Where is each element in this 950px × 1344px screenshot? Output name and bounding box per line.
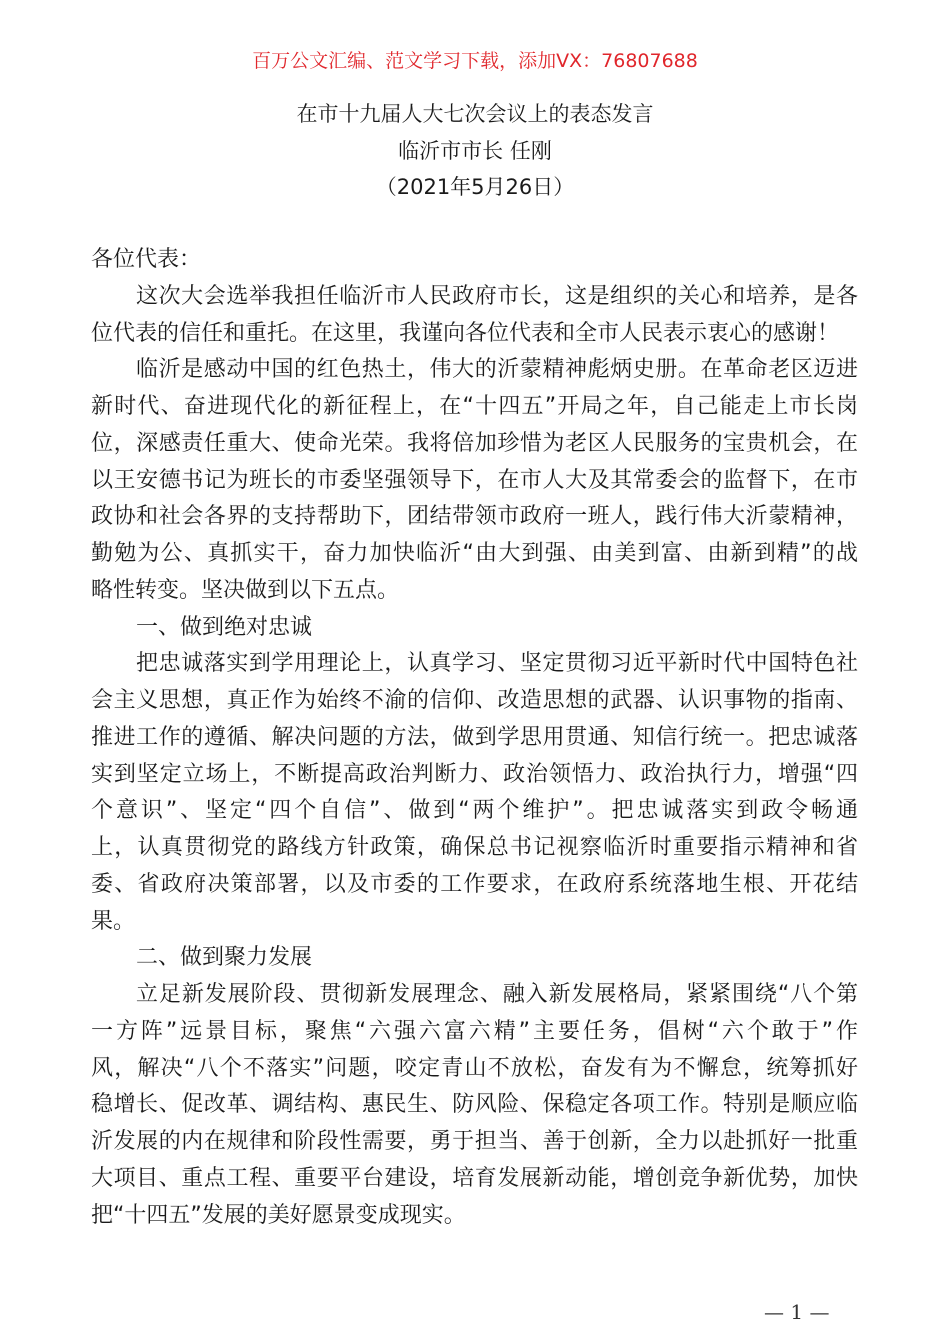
text-line: 一方阵”远景目标，聚焦“六强六富六精”主要任务，倡树“六个敢于”作	[91, 1018, 858, 1044]
paragraph	[91, 940, 858, 977]
text-line: 个意识”、坚定“四个自信”、做到“两个维护”。把忠诚落实到政令畅通	[91, 798, 858, 824]
text-line: 沂发展的内在规律和阶段性需要，勇于担当、善于创新，全力以赴抓好一批重	[91, 1129, 858, 1154]
document-body	[91, 242, 858, 1234]
document-author: 临沂市市长 任刚	[398, 139, 552, 163]
paragraph	[91, 610, 858, 647]
text-line: 临沂是感动中国的红色热土，伟大的沂蒙精神彪炳史册。在革命老区迈进	[136, 357, 858, 383]
text-line: 以王安德书记为班长的市委坚强领导下，在市人大及其常委会的监督下，在市	[91, 467, 858, 493]
paragraph	[91, 352, 858, 609]
document-date: （2021年5月26日）	[375, 175, 575, 199]
text-line: 把忠诚落实到学用理论上，认真学习、坚定贯彻习近平新时代中国特色社	[136, 651, 858, 677]
text-line: 二、做到聚力发展	[136, 945, 313, 971]
text-line: 政协和社会各界的支持帮助下，团结带领市政府一班人，践行伟大沂蒙精神，	[91, 504, 858, 530]
text-line: 风，解决“八个不落实”问题，咬定青山不放松，奋发有为不懈怠，统筹抓好	[91, 1055, 858, 1081]
text-line: 略性转变。坚决做到以下五点。	[91, 577, 400, 603]
text-line: 位，深感责任重大、使命光荣。我将倍加珍惜为老区人民服务的宝贵机会，在	[91, 430, 858, 456]
text-line: 实到坚定立场上，不断提高政治判断力、政治领悟力、政治执行力，增强“四	[91, 761, 858, 787]
watermark-banner: 百万公文汇编、范文学习下载，添加VX：76807688	[252, 50, 698, 72]
paragraph	[91, 646, 858, 940]
text-line: 新时代、奋进现代化的新征程上，在“十四五”开局之年，自己能走上市长岗	[91, 394, 858, 419]
paragraph	[91, 977, 858, 1234]
text-line: 稳增长、促改革、调结构、惠民生、防风险、保稳定各项工作。特别是顺应临	[91, 1092, 858, 1118]
text-line: 一、做到绝对忠诚	[136, 614, 313, 640]
text-line: 大项目、重点工程、重要平台建设，培育发展新动能，增创竞争新优势，加快	[91, 1165, 858, 1191]
text-line: 把“十四五”发展的美好愿景变成现实。	[91, 1202, 466, 1228]
text-line: 勤勉为公、真抓实干，奋力加快临沂“由大到强、由美到富、由新到精”的战	[91, 541, 858, 566]
paragraph	[91, 279, 858, 353]
page-number: — 1 —	[764, 1300, 830, 1324]
text-line: 会主义思想，真正作为始终不渝的信仰、改造思想的武器、认识事物的指南、	[91, 688, 858, 713]
text-line: 各位代表：	[91, 247, 202, 272]
text-line: 委、省政府决策部署，以及市委的工作要求，在政府系统落地生根、开花结	[91, 871, 858, 897]
document-title: 在市十九届人大七次会议上的表态发言	[296, 102, 654, 126]
text-line: 这次大会选举我担任临沂市人民政府市长，这是组织的关心和培养，是各	[136, 283, 858, 309]
text-line: 果。	[91, 908, 136, 934]
text-line: 上，认真贯彻党的路线方针政策，确保总书记视察临沂时重要指示精神和省	[91, 835, 858, 860]
text-line: 立足新发展阶段、贯彻新发展理念、融入新发展格局，紧紧围绕“八个第	[136, 982, 858, 1007]
text-line: 位代表的信任和重托。在这里，我谨向各位代表和全市人民表示衷心的感谢！	[91, 320, 840, 346]
text-line: 推进工作的遵循、解决问题的方法，做到学思用贯通、知信行统一。把忠诚落	[91, 724, 858, 750]
paragraph	[91, 242, 858, 279]
